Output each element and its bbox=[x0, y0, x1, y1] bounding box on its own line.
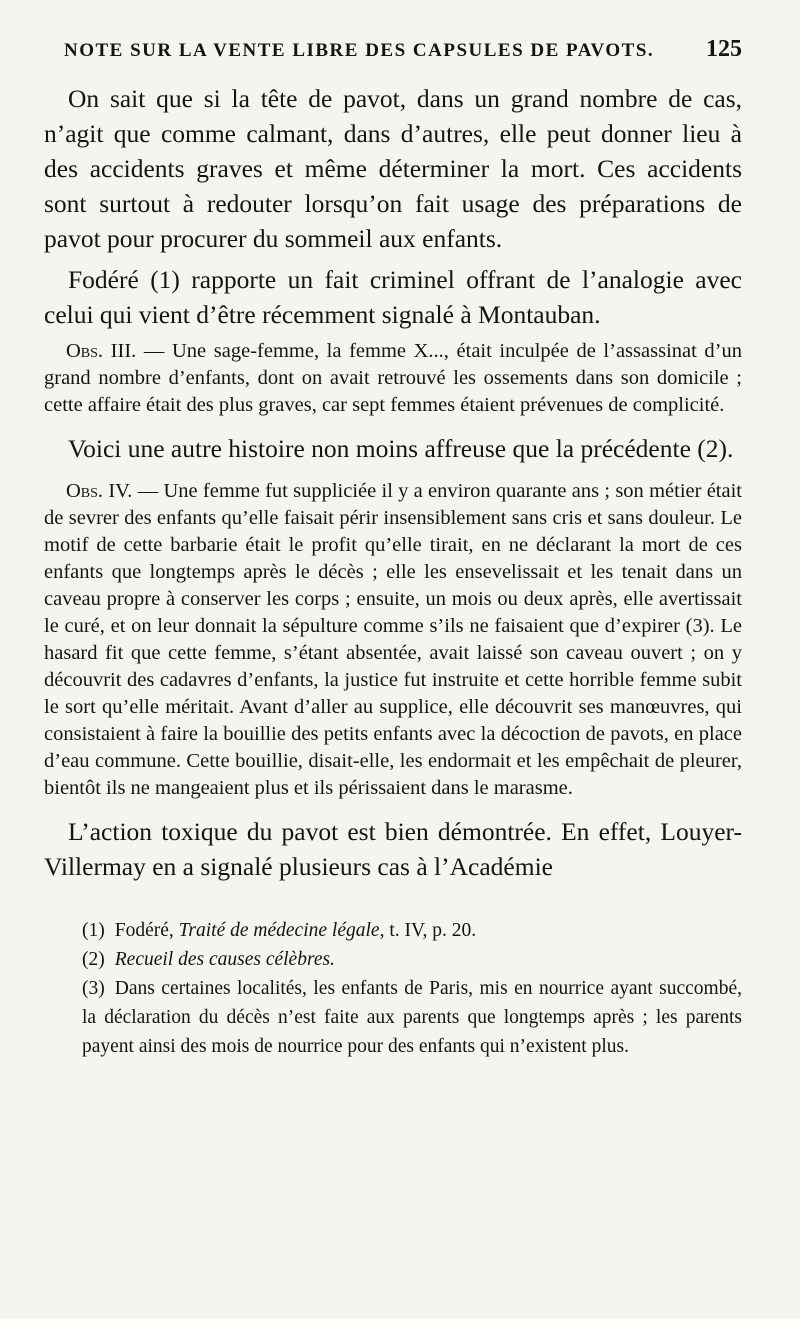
footnote-2-number: (2) bbox=[82, 949, 105, 970]
observation-3-text: — Une sage-femme, la femme X..., était inculpée de l’assassinat d’un grand nombre d’enfants, dont on avait retrouvé les ossements dans son domicile ; cette affaire était des plus graves, car sept femmes étaient prévenues de complicité. bbox=[44, 340, 742, 416]
footnote-1-author: Fodéré, bbox=[114, 920, 179, 941]
paragraph-toxic-action: L’action toxique du pavot est bien démontrée. En effet, Louyer-Villermay en a signalé plusieurs cas à l’Académie bbox=[44, 817, 742, 881]
footnote-3-number: (3) bbox=[82, 978, 105, 999]
footnote-3 bbox=[44, 974, 742, 1061]
paragraph-poppy-effects: On sait que si la tête de pavot, dans un grand nombre de cas, n’agit que comme calmant, dans d’autres, elle peut donner lieu à des accidents graves et même déterminer la mort. Ces accidents sont surtout à redouter lorsqu’on fait usage des préparations de pavot pour procurer du sommeil aux enfants. bbox=[44, 84, 742, 253]
footnote-2 bbox=[44, 945, 742, 974]
paragraph-fodere: Fodéré (1) rapporte un fait criminel offrant de l’analogie avec celui qui vient d’être récemment signalé à Montauban. bbox=[44, 265, 742, 329]
observation-3-label: Obs. III. bbox=[66, 340, 137, 362]
footnote-1-number: (1) bbox=[82, 920, 105, 941]
observation-3 bbox=[44, 338, 742, 419]
footnote-2-title: Recueil des causes célèbres. bbox=[114, 949, 335, 970]
footnote-1 bbox=[44, 916, 742, 945]
page-number: 125 bbox=[706, 36, 742, 62]
running-title: NOTE SUR LA VENTE LIBRE DES CAPSULES DE PAVOTS. bbox=[64, 40, 655, 61]
footnotes bbox=[44, 916, 742, 1061]
observation-4-text: — Une femme fut suppliciée il y a environ quarante ans ; son métier était de sevrer des enfants qu’elle faisait périr insensiblement sans cris et sans douleur. Le motif de cette barbarie était le profit qu’elle tirait, en ne déclarant la mort de ces enfants que longtemps après le décès ; elle les ensevelissait et les tenait dans un caveau propre à conserver les corps ; ensuite, un mois ou deux après, elle avertissait le curé, et on leur donnait la sépulture comme s’ils ne faisaient que d’expirer (3). Le hasard fit que cette femme, s’étant absentée, avait laissé son caveau ouvert ; on y découvrit des cadavres d’enfants, la justice fut instruite et cette horrible femme subit le sort qu’elle méritait. Avant d’aller au supplice, elle découvrit ses manœuvres, qui consistaient à faire la bouillie des petits enfants avec la décoction de pavots, en place d’eau commune. Cette bouillie, disait-elle, les endormait et les empêchait de pleurer, bientôt ils ne mangeaient plus et ils périssaient dans le marasme. bbox=[44, 480, 742, 799]
observation-4 bbox=[44, 478, 742, 802]
running-header bbox=[44, 36, 742, 63]
footnote-3-text: Dans certaines localités, les enfants de Paris, mis en nourrice ayant succombé, la déclaration du décès n’est faite aux parents que longtemps après ; les parents payent ainsi des mois de nourrice pour des enfants qui n’existent plus. bbox=[82, 978, 742, 1057]
paragraph-another-story: Voici une autre histoire non moins affreuse que la précédente (2). bbox=[68, 434, 734, 463]
footnote-1-rest: , t. IV, p. 20. bbox=[379, 920, 477, 941]
footnote-1-title: Traité de médecine légale bbox=[178, 920, 380, 941]
observation-4-label: Obs. IV. bbox=[66, 480, 133, 502]
